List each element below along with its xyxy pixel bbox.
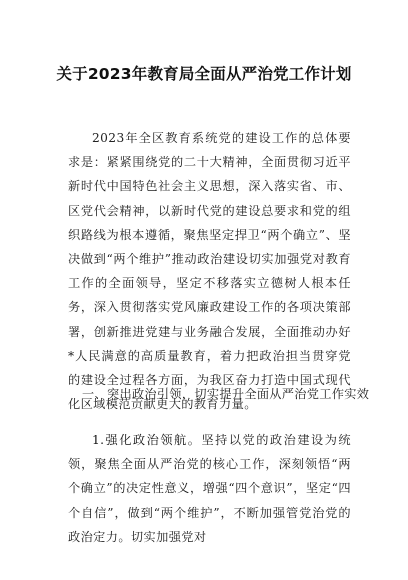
item-1-text: 坚持以党的政治建设为统领，聚焦全面从严治党的核心工作，深刻领悟“两个确立”的决定性意义，增强“四个意识”，坚定“四个自信”，做到“两个维护”，不断加强管党治党的政治定力。切实加强党对 (68, 433, 352, 544)
document-title: 关于2023年教育局全面从严治党工作计划 (56, 65, 352, 83)
intro-paragraph: 2023年全区教育系统党的建设工作的总体要求是：紧紧围绕党的二十大精神，全面贯彻习近平新时代中国特色社会主义思想，深入落实省、市、区党代会精神，以新时代党的建设总要求和党的组织路线为根本遵循，聚焦坚定捍卫“两个确立”、坚决做到“两个维护”推动政治建设切实加强党对教育工作的全面领导，坚定不移落实立德树人根本任务，深入贯彻落实党风廉政建设工作的各项决策部署，创新推进党建与业务融合发展，全面推动办好*人民满意的高质量教育，着力把政治担当贯穿党的建设全过程各方面，为我区奋力打造中国式现代化区域模范贡献更大的教育力量。 (68, 131, 351, 412)
item-1-lead: 1.强化政治领航。 (92, 433, 202, 447)
item-1-paragraph (68, 428, 351, 549)
section-heading: 一、突出政治引领，切实提升全面从严治党工作实效 (82, 387, 370, 401)
